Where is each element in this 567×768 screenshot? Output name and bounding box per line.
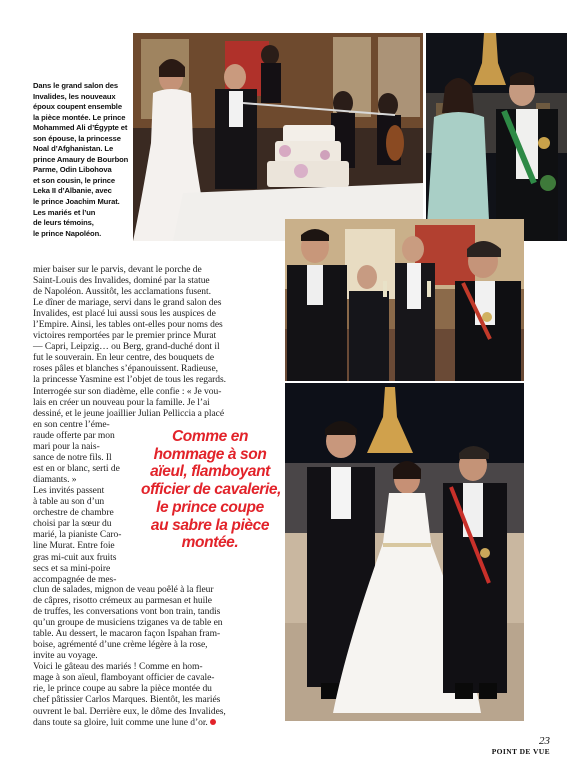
caption-line: Invalides, les nouveaux [33,91,116,101]
article-line: raude offerte par mon [33,430,115,441]
article-line: dessiné, et le jeune joaillier Julian Pelliccia a placé [33,407,225,419]
article-line: victoires remportées par le premier prince Murat [33,330,217,342]
article-line: mari pour la nais- [33,441,100,453]
caption-line: prince Amaury de Bourbon [33,154,129,164]
caption-line: et son cousin, le prince [33,175,115,185]
article-line: lais en créer un nouveau pour la famille. Je l’ai [33,396,210,408]
article-line: gras mi-cuit aux fruits [33,551,117,563]
article-line: — Capri, Leipzig… ou Berg, grand-duché dont il [33,341,220,353]
article-line: est en or blanc, serti de [33,463,120,475]
caption-line: Dans le grand salon des [33,81,119,90]
article-line: Le dîner de mariage, servi dans le grand salon des [33,297,222,309]
pull-quote-line: Comme en [171,428,249,445]
article-last-line: dans toute sa gloire, luit comme une lune d’or. [33,716,208,728]
article-line [33,717,283,728]
article-line: accompagnée de mes- [33,573,117,585]
article-line: à table au son d’un [33,496,105,508]
page-number: 23 [539,735,550,747]
article-line: table. Au dessert, le macaron façon Ispahan fram- [33,628,221,640]
pull-quote [141,428,279,552]
article-line: orchestre de chambre [33,507,114,519]
caption-line: la pièce montée. Le prince [33,112,126,122]
article-line: ouvrent le bal. Derrière eux, le dôme des Invalides, [33,705,226,717]
article-line: Interrogée sur son diadème, elle confie : « Je vou- [33,385,222,397]
article-line: choisi par la sœur du [33,518,112,530]
article-line: la princesse Yasmine est l’objet de tous les regards. [33,374,227,386]
article-line: de truffes, les conversations vont bon train, tandis [33,606,221,618]
article-line: roses pâles et blanches s’épanouissent. Radieuse, [33,363,218,375]
photo-princes-toast [285,219,524,381]
article-narrow-block [33,430,137,585]
article-line: secs et sa mini-poire [33,562,111,574]
pull-quote-line: au sabre la pièce [150,516,270,534]
article-line: line Murat. Entre foie [33,540,115,552]
article-line: boise, agrémenté d’une crème légère à la rose, [33,639,208,651]
pull-quote-line: aïeul, flamboyant [150,463,270,481]
article-line: Saint-Louis des Invalides, dominé par la statue [33,275,210,287]
page-folio [492,735,550,756]
article-line: mage à son aïeul, flamboyant officier de cavale- [33,672,215,684]
article-line: clun de salades, mignon de veau poêlé à la fleur [33,584,214,595]
magazine-name: POINT DE VUE [491,747,550,756]
pull-quote-line: hommage à son [153,445,267,463]
article-line: de câpres, risotto crémeux au parmesan et huile [33,595,212,607]
end-mark-icon [210,719,216,725]
pull-quote-line: le prince coupe [156,498,264,516]
caption-line: Leka II d’Albanie, avec [33,186,112,196]
article-line: sance de notre fils. Il [33,452,112,464]
pull-quote-line: montée. [181,534,239,552]
article-line: fut le souverain. En leur centre, des bouquets de [33,352,215,364]
article-line: Voici le gâteau des mariés ! Comme en hom- [33,661,203,673]
caption-line: époux coupent ensemble [33,102,122,112]
photo-couple-with-witness [285,383,524,721]
article-line: diamants. » [33,474,77,486]
article-line: de Napoléon. Aussitôt, les acclamations fusent. [33,286,211,298]
pull-quote-line: officier de cavalerie, [141,481,281,499]
article-line: Invalides, est placé lui aussi sous les auspices de [33,308,216,320]
article-line: l’Empire. Ainsi, les tables ont-elles pour noms des [33,319,223,331]
caption-line: Mohammed Ali d’Égypte et [33,123,128,133]
caption-line: son épouse, la princesse [33,133,121,143]
photo-egypt-afghan-couple [426,33,567,241]
caption-line: Noal d’Afghanistan. Le [33,144,114,154]
article-line: en son centre l’éme- [33,418,110,430]
article-line: mier baiser sur le parvis, devant le porche de [33,264,202,275]
article-bottom-block [33,584,283,728]
article-line: chef pâtissier Carlos Marques. Bientôt, les mariés [33,694,221,706]
caption-line: le prince Napoléon. [33,228,102,238]
article-line: invite au voyage. [33,650,98,662]
photo-cake-cutting [133,33,423,241]
caption-line: le prince Joachim Murat. [33,197,120,207]
article-line: qu’un groupe de musiciens tziganes va de table en [33,617,223,629]
article-line: Les invités passent [33,485,105,497]
photo-caption [33,81,133,239]
caption-line: Les mariés et l’un [33,207,96,217]
article-line: marié, la pianiste Caro- [33,529,122,541]
article-top-block [33,264,283,430]
caption-line: Parme, Odin Libohova [33,165,112,175]
caption-line: de leurs témoins, [33,218,94,228]
article-line: rie, le prince coupe au sabre la pièce montée du [33,683,212,695]
